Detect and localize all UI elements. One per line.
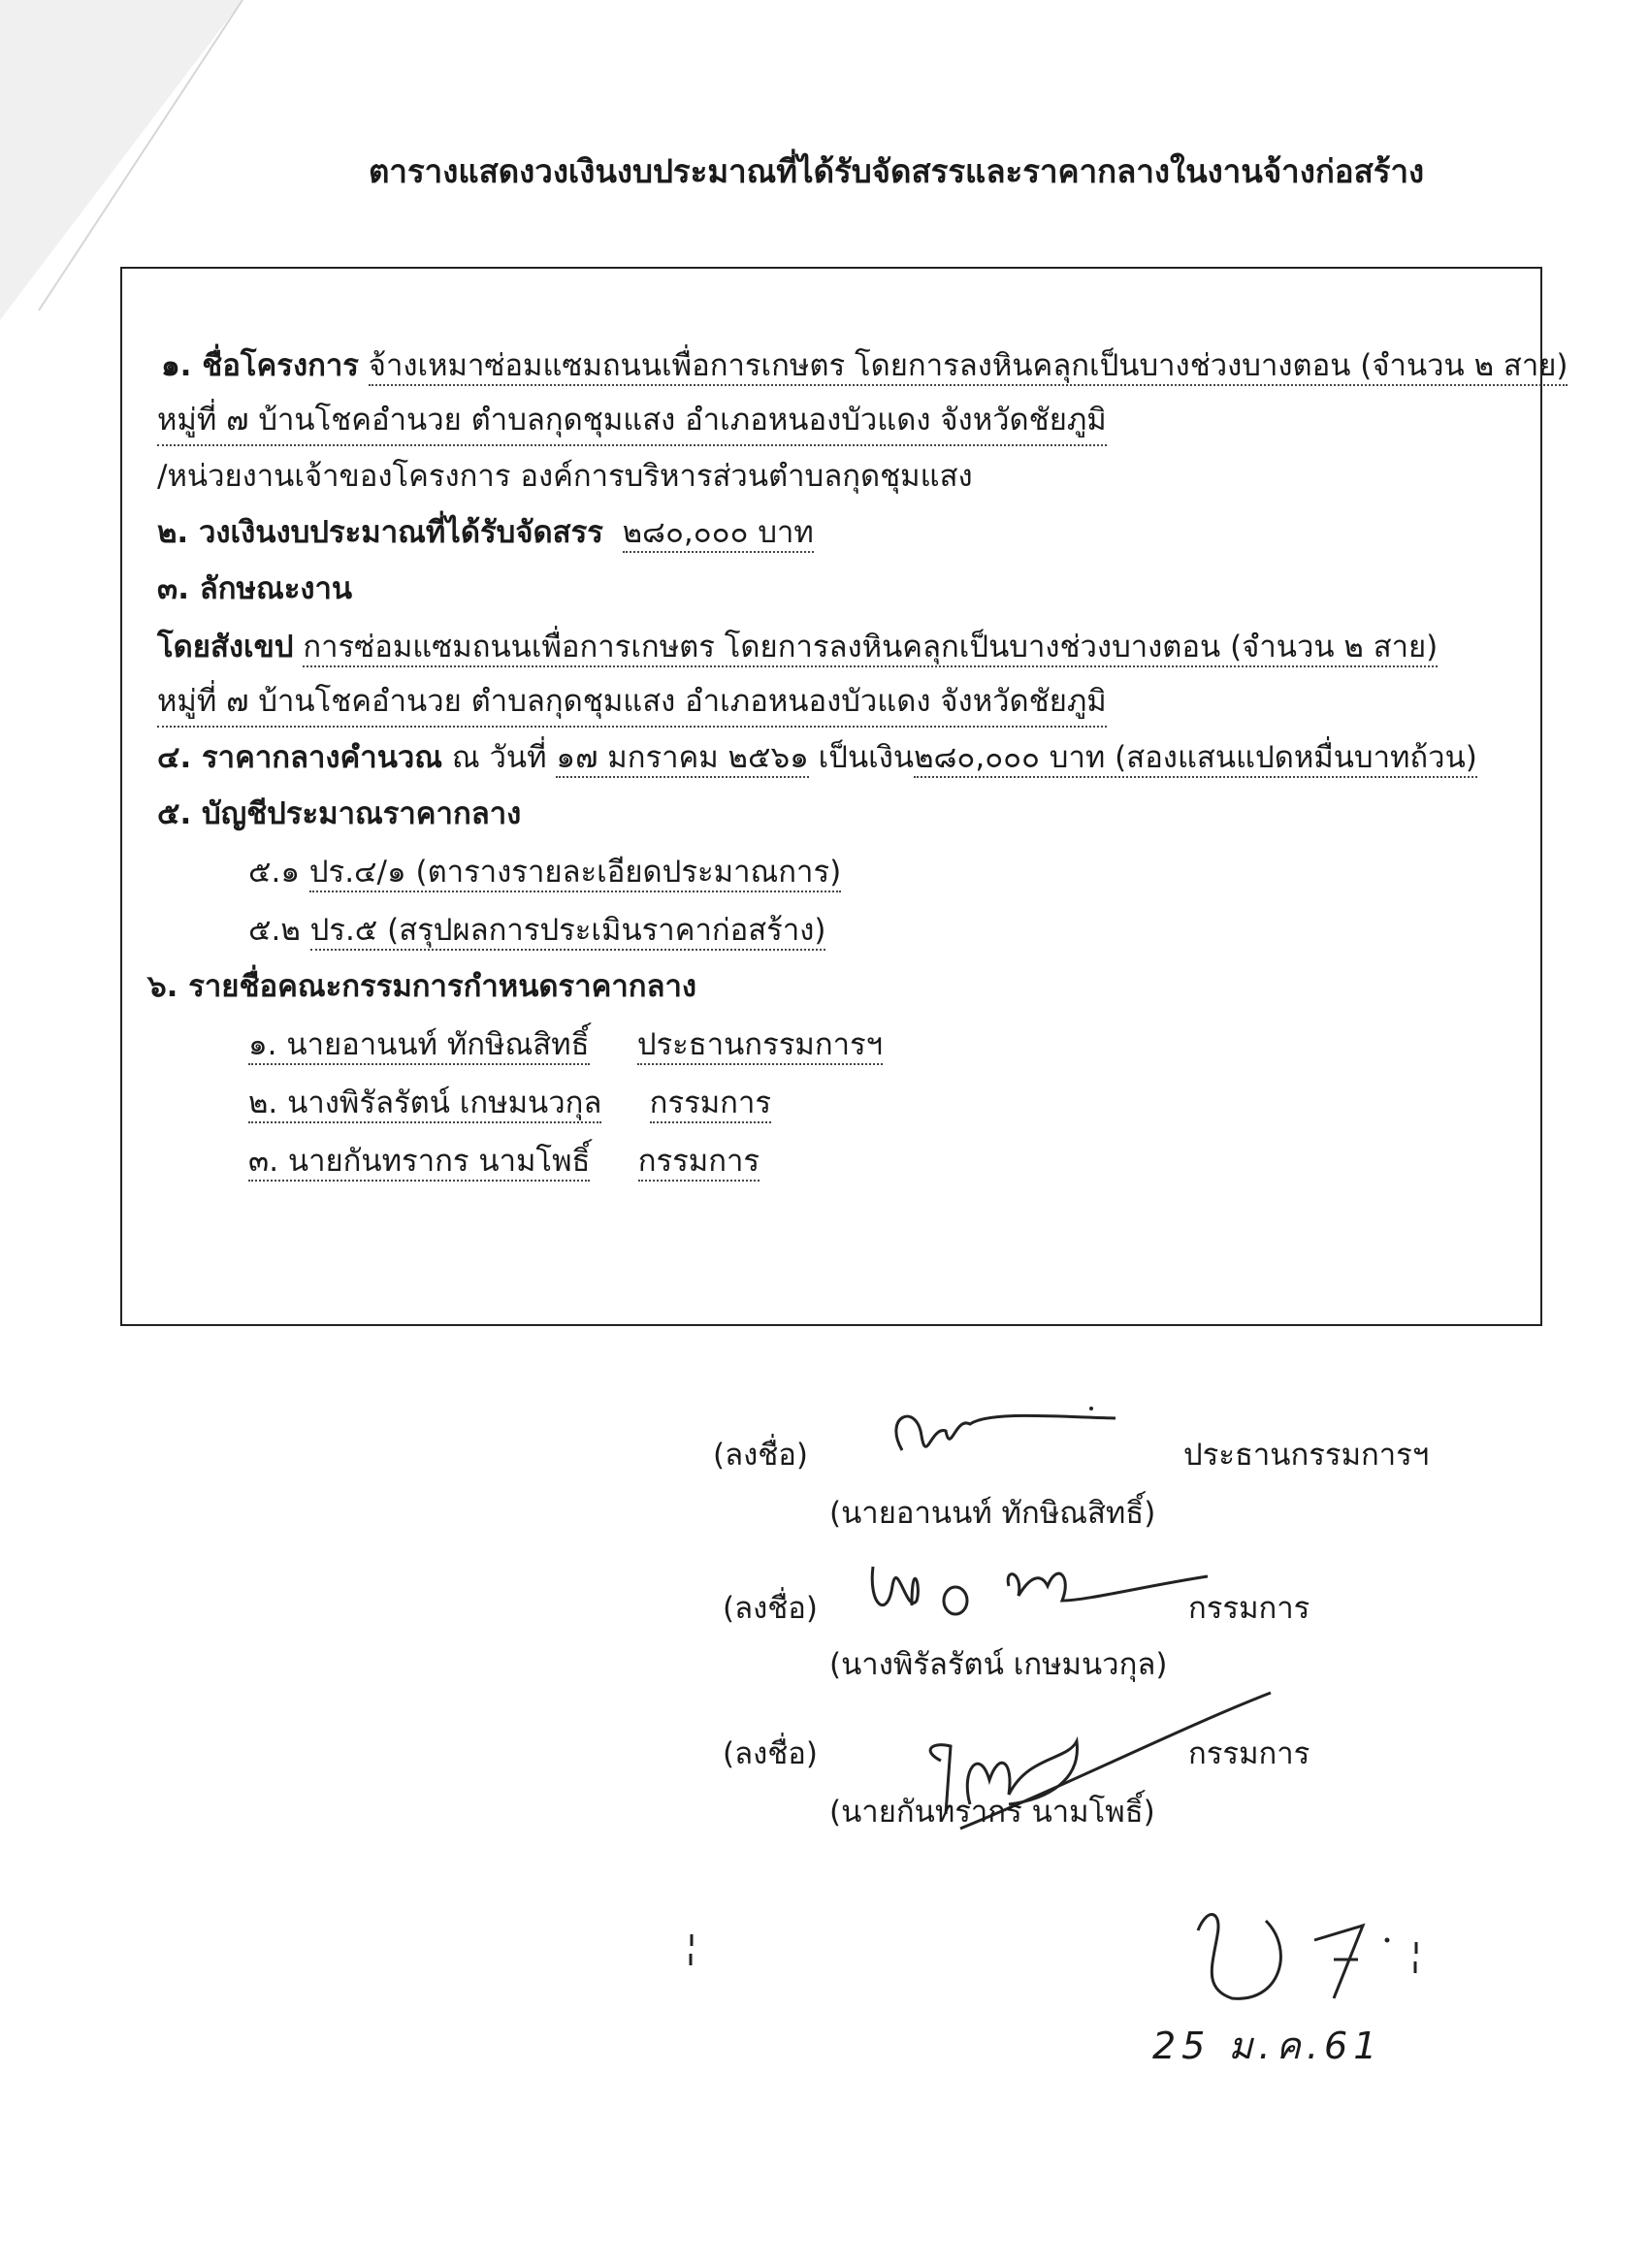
page-title: ตารางแสดงวงเงินงบประมาณที่ได้รับจัดสรรและราคากลางในงานจ้างก่อสร้าง [369,152,1425,190]
punch-mark-right [1411,1940,1421,1979]
member3-name: ๓. นายกันทรากร นามโพธิ์ [248,1144,590,1182]
item4-amount-prefix: เป็นเงิน [818,740,915,775]
sign-label-2: (ลงชื่อ) [723,1591,818,1626]
sign-label-3: (ลงชื่อ) [723,1736,818,1771]
item3-summary-value2: หมู่ที่ ๗ บ้านโชคอำนวย ตำบลกุดชุมแสง อำเภอหนองบัวแดง จังหวัดชัยภูมิ [157,676,1107,728]
item3-summary-label: โดยสังเขป [157,630,294,664]
item4-line [157,732,1477,781]
handwritten-signature-1 [873,1397,1125,1474]
handwritten-date: 25 ม.ค.61 [1152,2025,1383,2067]
handwritten-signature-2 [863,1547,1212,1635]
printed-name-3: (นายกันทรากร นามโพธิ์) [829,1795,1155,1830]
printed-name-1: (นายอานนท์ ทักษิณสิทธิ์) [829,1496,1156,1531]
role-label-2: กรรมการ [1188,1591,1310,1626]
item5-sub2 [248,905,825,954]
item2-line [157,507,814,556]
item5-sub1-num: ๕.๑ [248,855,300,890]
item1-owner-line [157,451,973,500]
member1-role: ประธานกรรมการฯ [637,1027,883,1065]
item5-sub2-num: ๕.๒ [248,913,301,948]
item4-amount-value: ๒๘๐,๐๐๐ บาท (สองแสนแปดหมื่นบาทถ้วน) [914,740,1477,778]
item5-sub2-text: ปร.๕ (สรุปผลการประเมินราคาก่อสร้าง) [310,913,826,951]
item1-owner-value: องค์การบริหารส่วนตำบลกุดชุมแสง [520,459,973,494]
handwritten-initial [1188,1892,1421,2008]
sign-label-1: (ลงชื่อ) [713,1438,808,1473]
item3-summary-value1: การซ่อมแซมถนนเพื่อการเกษตร โดยการลงหินคลุกเป็นบางช่วงบางตอน (จำนวน ๒ สาย) [303,630,1438,667]
punch-mark-left [687,1932,696,1971]
item6-label: ๖. รายชื่อคณะกรรมการกำหนดราคากลาง [147,969,697,1004]
item1-line1 [161,340,1568,389]
item1-value-line1: จ้างเหมาซ่อมแซมถนนเพื่อการเกษตร โดยการลงหินคลุกเป็นบางช่วงบางตอน (จำนวน ๒ สาย) [369,348,1568,386]
role-label-3: กรรมการ [1188,1736,1310,1771]
item5-sub1-text: ปร.๔/๑ (ตารางรายละเอียดประมาณการ) [309,855,841,892]
member-row [248,1136,760,1184]
member2-name: ๒. นางพิรัลรัตน์ เกษมนวกุล [248,1085,601,1123]
role-label-1: ประธานกรรมการฯ [1183,1438,1430,1473]
item5-sub1 [248,847,841,895]
item2-value: ๒๘๐,๐๐๐ บาท [623,515,814,553]
item1-value-line2: หมู่ที่ ๗ บ้านโชคอำนวย ตำบลกุดชุมแสง อำเภอหนองบัวแดง จังหวัดชัยภูมิ [157,395,1107,446]
member-row [248,1020,883,1068]
form-box [120,267,1568,1326]
item1-owner-label: /หน่วยงานเจ้าของโครงการ [157,459,511,494]
item1-label: ๑. ชื่อโครงการ [161,348,359,383]
member1-name: ๑. นายอานนท์ ทักษิณสิทธิ์ [248,1027,590,1065]
item3-label: ๓. ลักษณะงาน [157,571,353,606]
member3-role: กรรมการ [638,1144,760,1182]
member2-role: กรรมการ [650,1085,771,1123]
printed-name-2: (นางพิรัลรัตน์ เกษมนวกุล) [829,1647,1168,1682]
item4-date-prefix: ณ วันที่ [451,740,547,775]
item3-summary-line1 [157,622,1438,670]
item2-label: ๒. วงเงินงบประมาณที่ได้รับจัดสรร [157,515,603,550]
member-row [248,1078,771,1126]
item5-label: ๕. บัญชีประมาณราคากลาง [157,796,522,831]
item4-date-value: ๑๗ มกราคม ๒๕๖๑ [556,740,808,778]
item4-label: ๔. ราคากลางคำนวณ [157,740,443,775]
